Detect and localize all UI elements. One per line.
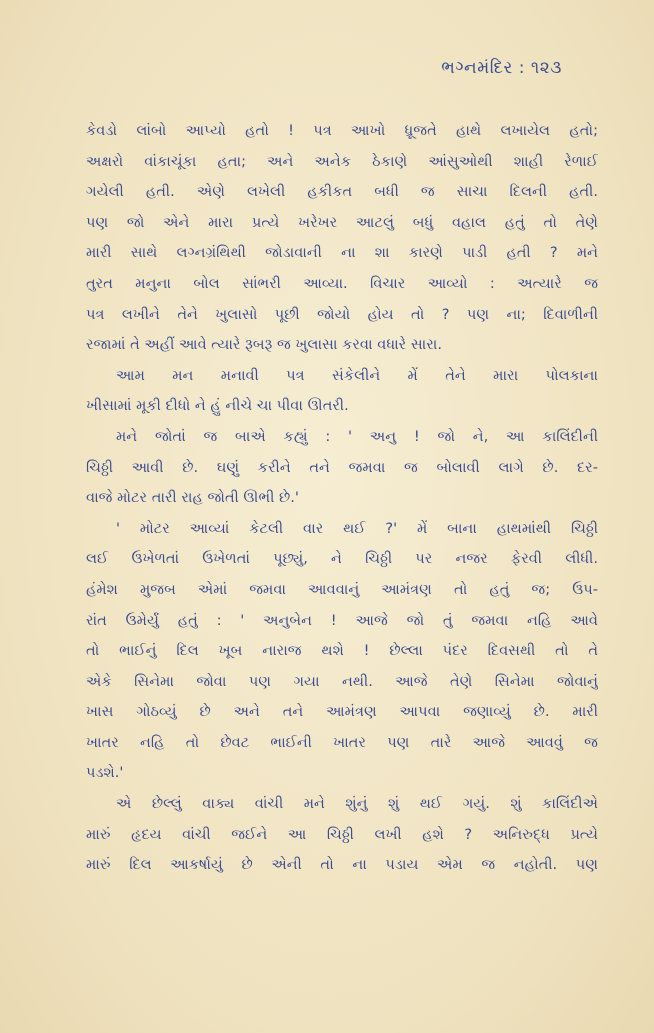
text-line: એ છેલ્લું વાક્ય વાંચી મને શુંનું શું થઈ ગયું. શું કાલિંદીએ xyxy=(116,795,598,813)
text-line: ચિઠ્ઠી આવી છે. ઘણું કરીને તને જમવા જ બોલાવી લાગે છે. દર- xyxy=(86,458,598,476)
text-line: મને જોતાં જ બાએ કહ્યું : ' અનુ ! જો ને, આ કાલિંદીની xyxy=(116,427,598,445)
text-line: રાંત ઉમેર્યું હતું : ' અનુબેન ! આજે જો તું જમવા નહિ આવે xyxy=(86,611,598,629)
body-text xyxy=(86,116,598,881)
text-line: ખીસામાં મૂકી દીધો ને હું નીચે ચા પીવા ઊતરી. xyxy=(86,397,349,415)
text-line: એકે સિનેમા જોવા પણ ગયા નથી. આજે તેણે સિનેમા જોવાનું xyxy=(86,672,598,690)
text-line: લઈ ઉખેળતાં ઉખેળતાં પૂછ્યું, ને ચિઠ્ઠી પર નજર ફેરવી લીધી. xyxy=(86,550,598,568)
text-line: મારું હૃદય વાંચી જઈને આ ચિઠ્ઠી લખી હશે ? અનિરુદ્ધ પ્રત્યે xyxy=(86,825,598,843)
text-line: હંમેશ મુજબ એમાં જમવા આવવાનું આમંત્રણ તો હતું જ; ઉપ- xyxy=(86,580,598,598)
text-line: તો ભાઈનું દિલ ખૂબ નારાજ થશે ! છેલ્લા પંદર દિવસથી તો તે xyxy=(86,642,598,660)
text-line: ખાતર નહિ તો છેવટ ભાઈની ખાતર પણ તારે આજે આવવું જ xyxy=(86,733,598,751)
text-line: વાજે મોટર તારી રાહ જોતી ઊભી છે.' xyxy=(86,489,299,507)
text-line: ગયેલી હતી. એણે લખેલી હકીકત બધી જ સાચા દિલની હતી. xyxy=(86,183,598,201)
text-line: મારી સાથે લગ્નગ્રંથિથી જોડાવાની ના શા કારણે પાડી હતી ? મને xyxy=(86,244,598,262)
text-line: આમ મન મનાવી પત્ર સંકેલીને મેં તેને મારા પોલકાના xyxy=(116,366,598,384)
text-line: પણ જો એને મારા પ્રત્યે ખરેખર આટલું બધું વહાલ હતું તો તેણે xyxy=(86,213,598,231)
text-line: કેવડો લાંબો આપ્યો હતો ! પત્ર આખો ધ્રૂજતે હાથે લખાયેલ હતો; xyxy=(86,122,598,139)
text-line: ' મોટર આવ્યાં કેટલી વાર થઈ ?' મેં બાના હાથમાંથી ચિઠ્ઠી xyxy=(116,519,598,537)
text-line: અક્ષરો વાંકાચૂંકા હતા; અને અનેક ઠેકાણે આંસુઓથી શાહી રેળાઈ xyxy=(86,152,598,170)
text-line: પત્ર લખીને તેને ખુલાસો પૂછી જોયો હોય તો ? પણ ના; દિવાળીની xyxy=(86,305,598,323)
text-line: તુરત મનુના બોલ સાંભરી આવ્યા. વિચાર આવ્યો : અત્યારે જ xyxy=(86,274,598,292)
text-line: મારું દિલ આકર્ષાયું છે એની તો ના પડાય એમ જ નહોતી. પણ xyxy=(86,856,598,874)
text-line: રજામાં તે અહીં આવે ત્યારે રૂબરૂ જ ખુલાસા કરવા વધારે સારા. xyxy=(86,336,442,354)
running-head: ભગ્નમંદિર : ૧૨૩ xyxy=(441,58,562,78)
text-line: ખાસ ગોઠવ્યું છે અને તને આમંત્રણ આપવા જણાવ્યું છે. મારી xyxy=(86,703,598,721)
text-line: પડશે.' xyxy=(86,764,124,782)
